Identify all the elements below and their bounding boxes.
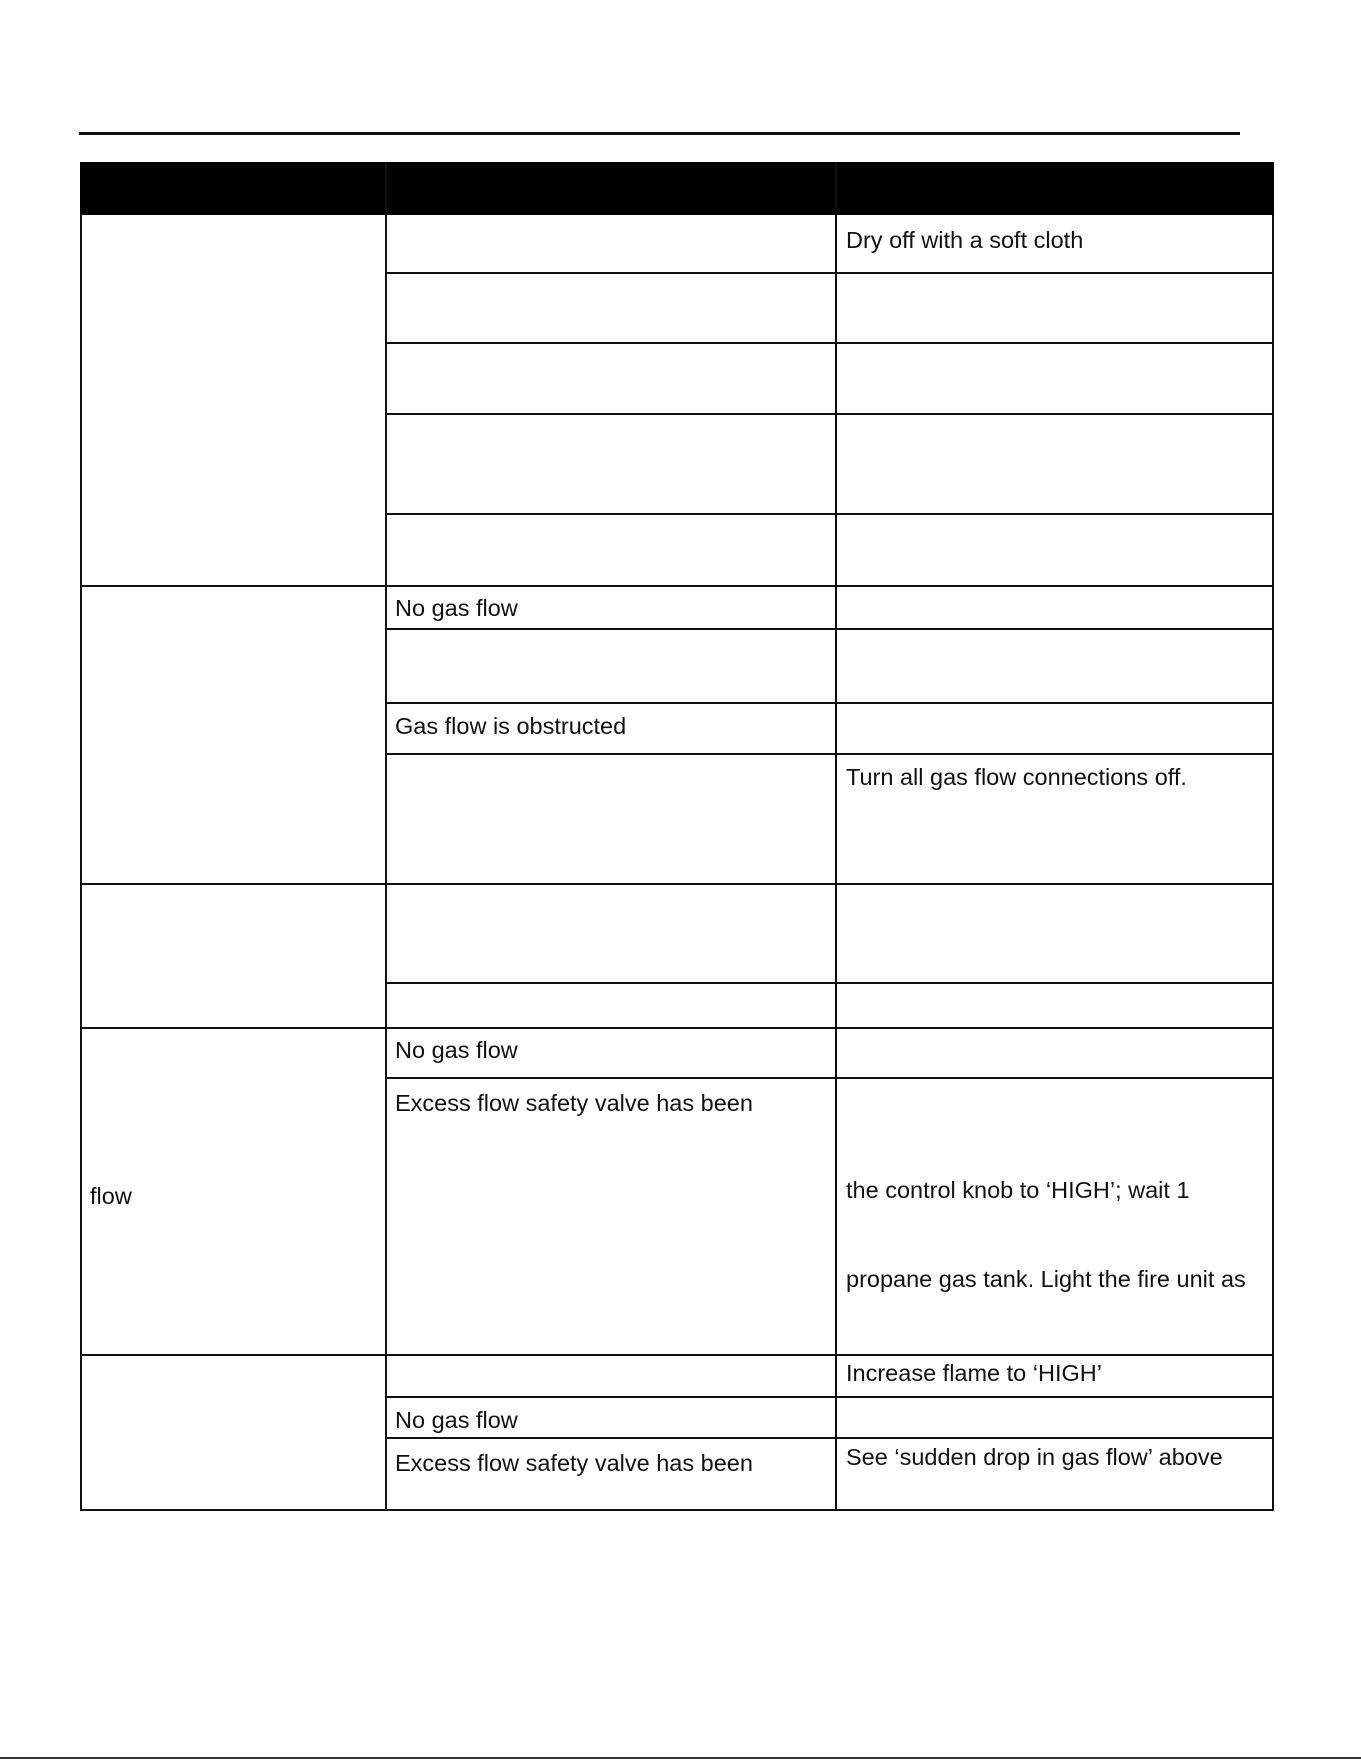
row-separator (385, 513, 1274, 515)
cause-cell: No gas flow (395, 1407, 518, 1433)
solution-cell: Turn all gas flow connections off. (846, 764, 1187, 790)
table-right-border (1272, 215, 1274, 1510)
group-separator-3 (80, 1027, 1274, 1029)
table-header-bar (80, 162, 1274, 215)
group-separator-2 (80, 883, 1274, 885)
table-bottom-border (80, 1509, 1274, 1511)
row-separator (385, 272, 1274, 274)
group-separator-4 (80, 1354, 1274, 1356)
page-bottom-rule (0, 1757, 1361, 1759)
row-separator (385, 1077, 1274, 1079)
column-divider-2 (835, 162, 837, 1510)
cause-cell: Excess flow safety valve has been (395, 1450, 753, 1476)
solution-cell: Dry off with a soft cloth (846, 227, 1084, 253)
solution-cell: propane gas tank. Light the fire unit as (846, 1266, 1246, 1292)
problem-cell-label: flow (90, 1183, 132, 1209)
column-divider-1 (385, 162, 387, 1510)
solution-cell: the control knob to ‘HIGH’; wait 1 (846, 1177, 1190, 1203)
row-separator (385, 628, 1274, 630)
cause-cell: No gas flow (395, 1037, 518, 1063)
row-separator (385, 413, 1274, 415)
cause-cell: Gas flow is obstructed (395, 713, 627, 739)
top-rule (79, 132, 1240, 135)
row-separator (385, 702, 1274, 704)
cause-cell: Excess flow safety valve has been (395, 1090, 753, 1116)
row-separator (385, 342, 1274, 344)
row-separator (385, 753, 1274, 755)
table-left-border (80, 215, 82, 1510)
cause-cell: No gas flow (395, 595, 518, 621)
row-separator (385, 982, 1274, 984)
solution-cell: See ‘sudden drop in gas flow’ above (846, 1444, 1223, 1470)
row-separator (385, 1437, 1274, 1439)
group-separator-1 (80, 585, 1274, 587)
row-separator (385, 1396, 1274, 1398)
solution-cell: Increase flame to ‘HIGH’ (846, 1360, 1102, 1386)
